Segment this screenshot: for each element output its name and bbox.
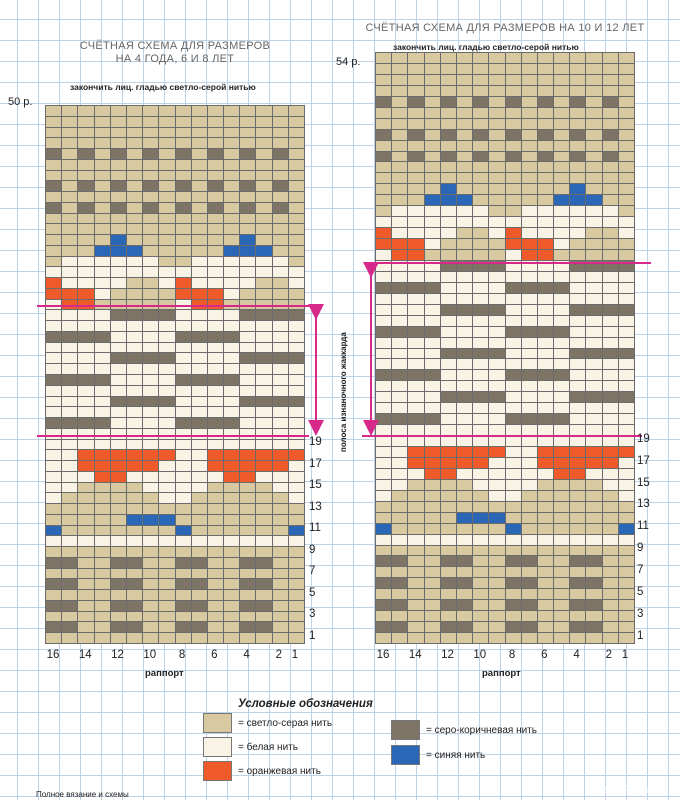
row-number: 13 <box>637 498 650 511</box>
row-number: 15 <box>637 476 650 489</box>
row-number: 17 <box>309 457 322 470</box>
row-number: 5 <box>637 585 644 598</box>
column-number: 1 <box>291 649 299 661</box>
legend-label: = светло-серая нить <box>238 717 333 729</box>
column-number: 8 <box>508 649 516 661</box>
row-number: 3 <box>309 608 316 621</box>
legend-item-light-gray <box>203 713 332 733</box>
row-number: 7 <box>637 563 644 576</box>
row-number: 11 <box>637 520 649 533</box>
column-number: 12 <box>441 649 454 661</box>
left-chart-subtitle: закончить лиц. гладью светло-серой нитью <box>70 82 256 92</box>
row-number: 9 <box>309 543 316 556</box>
legend-item-white <box>203 737 298 757</box>
row-number: 19 <box>309 436 322 449</box>
column-number: 1 <box>621 649 629 661</box>
column-number: 14 <box>408 649 422 661</box>
left-repeat-label: раппорт <box>145 668 184 679</box>
left-top-row-label: 50 р. <box>8 96 33 108</box>
legend-item-blue <box>391 745 485 765</box>
column-number: 6 <box>211 649 218 661</box>
left-title-line1: СЧЁТНАЯ СХЕМА ДЛЯ РАЗМЕРОВ <box>79 40 271 52</box>
legend-label: = серо-коричневая нить <box>426 724 537 736</box>
column-number: 14 <box>78 649 92 661</box>
watermark: PassionForum.ru <box>585 784 669 796</box>
row-number: 1 <box>309 629 316 642</box>
column-number: 2 <box>275 649 283 661</box>
column-number: 2 <box>605 649 613 661</box>
jacquard-band-label: полоса изнаночного жаккарда <box>339 332 348 452</box>
column-number: 12 <box>111 649 124 661</box>
column-number: 16 <box>376 649 390 661</box>
row-number: 19 <box>637 432 650 445</box>
row-number: 3 <box>637 607 644 620</box>
legend-label: = белая нить <box>238 741 298 753</box>
legend-swatch <box>391 745 420 765</box>
left-title-line2: НА 4 ГОДА, 6 И 8 ЛЕТ <box>115 53 235 65</box>
column-number: 16 <box>46 649 60 661</box>
legend-item-gray-brown <box>391 720 537 740</box>
column-number: 4 <box>573 649 580 661</box>
row-number: 7 <box>309 565 316 578</box>
row-number: 15 <box>309 479 322 492</box>
right-top-row-label: 54 р. <box>336 56 361 68</box>
row-number: 1 <box>637 629 644 642</box>
row-number: 11 <box>309 522 321 535</box>
legend-swatch <box>203 737 232 757</box>
column-number: 4 <box>243 649 250 661</box>
column-number: 10 <box>473 649 487 661</box>
right-chart-title: СЧЁТНАЯ СХЕМА ДЛЯ РАЗМЕРОВ НА 10 И 12 ЛЕТ <box>365 22 645 34</box>
legend-swatch <box>391 720 420 740</box>
column-number: 8 <box>178 649 186 661</box>
legend-swatch <box>203 761 232 781</box>
legend-label: = оранжевая нить <box>238 765 321 777</box>
footer-caption: Полное вязание и схемы <box>36 790 129 799</box>
column-number: 6 <box>541 649 548 661</box>
row-number: 13 <box>309 500 322 513</box>
row-number: 5 <box>309 586 316 599</box>
row-number: 9 <box>637 542 644 555</box>
row-number: 17 <box>637 454 650 467</box>
legend-label: = синяя нить <box>426 749 486 761</box>
right-repeat-label: раппорт <box>482 668 521 679</box>
legend-title: Условные обозначения <box>238 698 373 710</box>
right-chart-subtitle: закончить лиц. гладью светло-серой нитью <box>393 42 579 52</box>
column-number: 10 <box>143 649 157 661</box>
legend-swatch <box>203 713 232 733</box>
legend-item-orange <box>203 761 321 781</box>
